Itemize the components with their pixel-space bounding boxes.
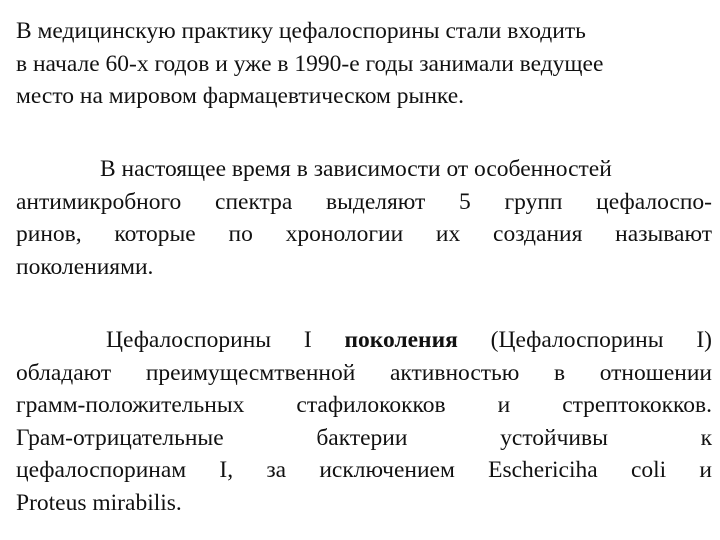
text-line: антимикробного спектра выделяют 5 групп цефалоспо-	[16, 188, 712, 215]
text-line: цефалоспоринам I, за исключением Eschericiha coli и	[16, 457, 712, 483]
text-line: В настоящее время в зависимости от особенностей	[100, 156, 612, 182]
text-line: поколениями.	[16, 253, 154, 280]
heading-start: Цефалоспорины I	[106, 327, 345, 353]
paragraph-first-generation	[16, 324, 712, 519]
paragraph-five-generations	[16, 153, 712, 283]
text-line-heading	[16, 324, 712, 357]
text-line: обладают преимущесмтвенной активностью в отношении	[16, 359, 712, 386]
text-line: В медицинскую практику цефалоспорины стали входить	[16, 18, 586, 44]
text-line: Грам-отрицательные бактерии устойчивы к	[16, 424, 712, 451]
text-line: место на мировом фармацевтическом рынке.	[16, 83, 465, 109]
text-line: ринов, которые по хронологии их создания называют	[16, 221, 712, 247]
text-line: грамм-положительных стафилококков и стрептококков.	[16, 392, 712, 418]
text-line: в начале 60-х годов и уже в 1990-е годы занимали ведущее	[16, 50, 604, 77]
heading-end: (Цефалоспорины I)	[457, 327, 712, 353]
text-line: Proteus mirabilis.	[16, 489, 182, 516]
generation-bold-term: поколения	[344, 327, 458, 353]
paragraph-cephalosporin-history	[16, 15, 712, 113]
